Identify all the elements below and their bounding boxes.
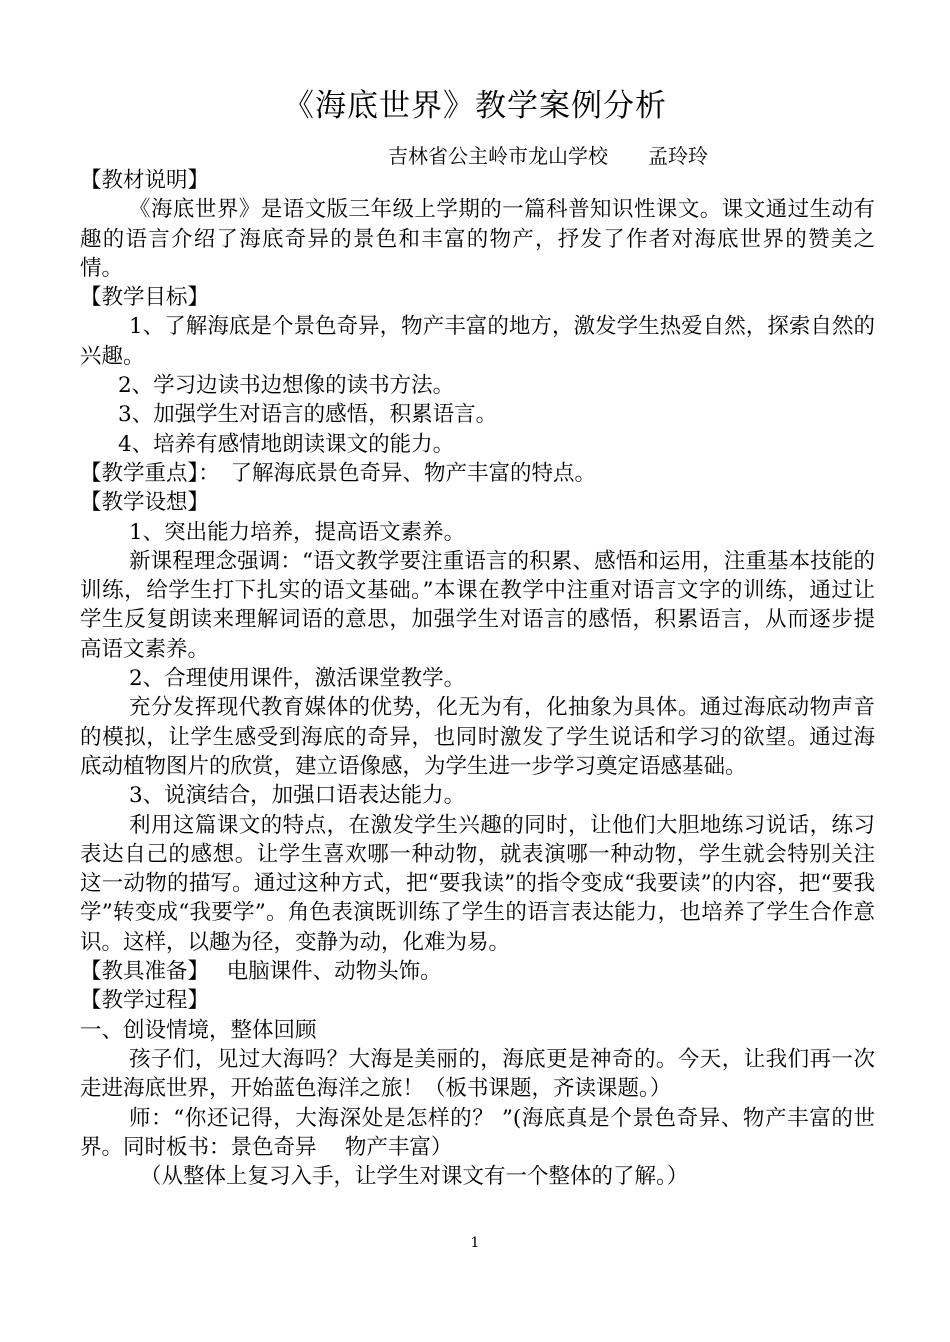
goal-item: 4、培养有感情地朗读课文的能力。 <box>118 431 455 457</box>
section-tools: 【教具准备】 电脑课件、动物头饰。 <box>80 959 442 985</box>
goal-item: 2、学习边读书边想像的读书方法。 <box>118 373 455 399</box>
document-title: 《海底世界》教学案例分析 <box>283 88 667 124</box>
process-paragraph: （从整体上复习入手，让学生对课文有一个整体的了解。） <box>140 1164 689 1190</box>
process-step-title: 一、创设情境，整体回顾 <box>80 1017 317 1043</box>
concept-point-text: 充分发挥现代教育媒体的优势，化无为有，化抽象为具体。通过海底动物声音的模拟，让学生感受到海底的奇异，也同时激发了学生说话和学习的欲望。通过海底动植物图片的欣赏，建立语像感，为学生进一步学习奠定语感基础。 <box>80 695 875 779</box>
process-paragraph: 孩子们，见过大海吗？大海是美丽的，海底更是神奇的。今天，让我们再一次走进海底世界，开始蓝色海洋之旅！（板书课题，齐读课题。） <box>80 1046 875 1102</box>
concept-point-title: 3、说演结合，加强口语表达能力。 <box>129 783 466 809</box>
section-focus: 【教学重点】： 了解海底景色奇异、物产丰富的特点。 <box>80 460 597 486</box>
section-heading-goals: 【教学目标】 <box>80 285 210 311</box>
concept-point-text: 利用这篇课文的特点，在激发学生兴趣的同时，让他们大胆地练习说话，练习表达自己的感想。让学生喜欢哪一种动物，就表演哪一种动物，学生就会特别关注这一动物的描写。通过这种方式，把“要我读”的指令变成“我要读”的内容，把“要我学”转变成“我要学”。角色表演既训练了学生的语言表达能力，也培养了学生合作意识。这样，以趣为径，变静为动，化难为易。 <box>80 812 875 955</box>
section-heading-materials: 【教材说明】 <box>80 168 210 193</box>
section-heading-process: 【教学过程】 <box>80 988 210 1014</box>
page-number: 1 <box>470 1235 480 1251</box>
author-line: 吉林省公主岭市龙山学校 孟玲玲 <box>388 144 708 168</box>
process-paragraph: 师：“你还记得，大海深处是怎样的？ ”(海底真是个景色奇异、物产丰富的世界。同时板书：景色奇异 物产丰富） <box>80 1105 875 1160</box>
materials-paragraph: 《海底世界》是语文版三年级上学期的一篇科普知识性课文。课文通过生动有趣的语言介绍了海底奇异的景色和丰富的物产，抒发了作者对海底世界的赞美之情。 <box>80 197 875 281</box>
document-body <box>80 166 875 1191</box>
section-heading-concept: 【教学设想】 <box>80 490 210 516</box>
goal-item: 3、加强学生对语言的感悟，积累语言。 <box>118 402 498 428</box>
concept-point-title: 2、合理使用课件，激活课堂教学。 <box>129 666 466 692</box>
concept-point-title: 1、突出能力培养，提高语文素养。 <box>129 519 466 545</box>
concept-point-text: 新课程理念强调：“语文教学要注重语言的积累、感悟和运用，注重基本技能的训练，给学生打下扎实的语文基础。”本课在教学中注重对语言文字的训练，通过让学生反复朗读来理解词语的意思，加强学生对语言的感悟，积累语言，从而逐步提高语文素养。 <box>80 548 875 662</box>
goal-item: 1、了解海底是个景色奇异，物产丰富的地方，激发学生热爱自然，探索自然的兴趣。 <box>80 314 875 369</box>
